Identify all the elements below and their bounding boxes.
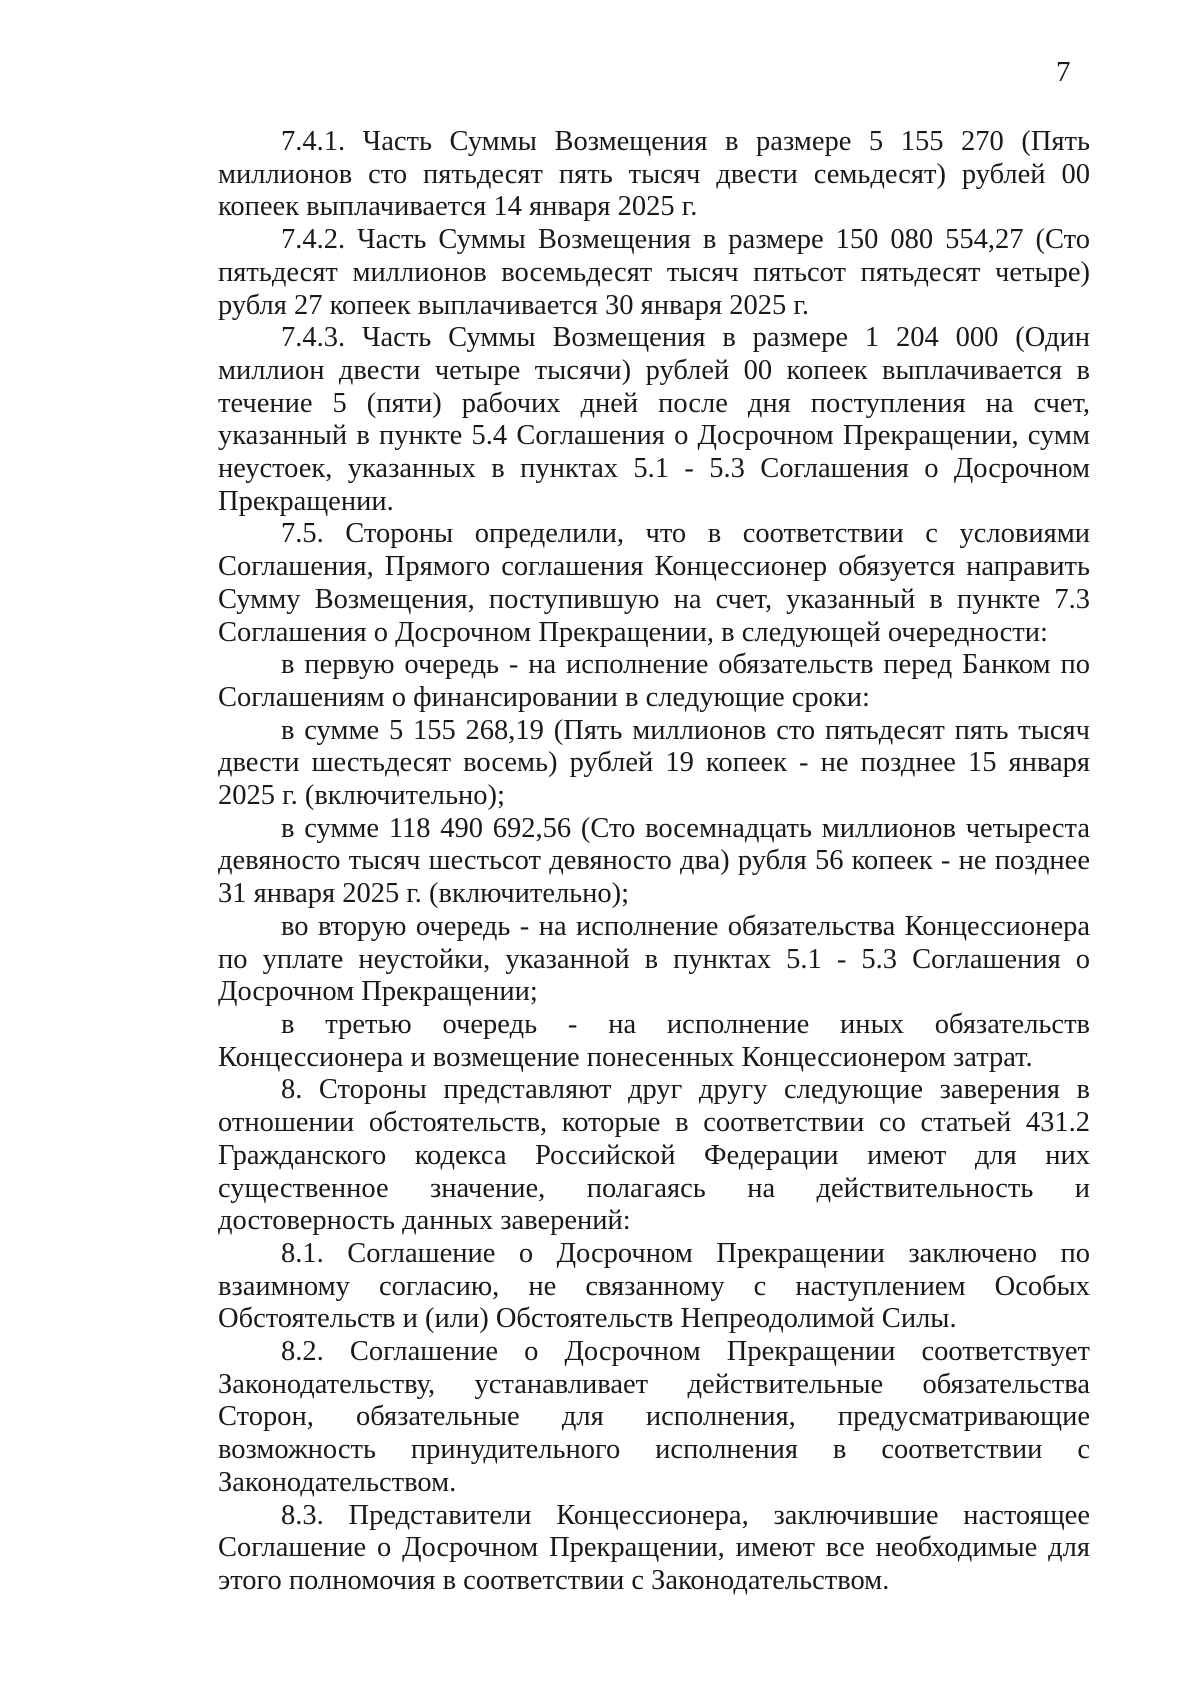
clause-8-1: 8.1. Соглашение о Досрочном Прекращении заключено по взаимному согласию, не связанному с наступлением Особых Обстоятельств и (или) Обстоятельств Непреодолимой Силы. [218, 1237, 1090, 1335]
clause-7-4-2: 7.4.2. Часть Суммы Возмещения в размере 150 080 554,27 (Сто пятьдесят миллионов восемьдесят тысяч пятьсот пятьдесят четыре) рубля 27 копеек выплачивается 30 января 2025 г. [218, 224, 1090, 321]
clause-7-4-1: 7.4.1. Часть Суммы Возмещения в размере 5 155 270 (Пять миллионов сто пятьдесят пять тысяч двести семьдесят) рублей 00 копеек выплачивается 14 января 2025 г. [218, 126, 1090, 223]
payment-item-1: в сумме 5 155 268,19 (Пять миллионов сто пятьдесят пять тысяч двести шестьдесят восемь) рублей 19 копеек - не позднее 15 января 2025 г. (включительно); [218, 714, 1090, 812]
clause-7-5: 7.5. Стороны определили, что в соответствии с условиями Соглашения, Прямого соглашения Концессионер обязуется направить Сумму Возмещения, поступившую на счет, указанный в пункте 7.3 Соглашения о Досрочном Прекращении, в следующей очередности: [218, 518, 1090, 648]
clause-8-3: 8.3. Представители Концессионера, заключившие настоящее Соглашение о Досрочном Прекращении, имеют все необходимые для этого полномочия в соответствии с Законодательством. [218, 1499, 1090, 1596]
clause-7-4-3: 7.4.3. Часть Суммы Возмещения в размере 1 204 000 (Один миллион двести четыре тысячи) рублей 00 копеек выплачивается в течение 5 (пяти) рабочих дней после дня поступления на счет, указанный в пункте 5.4 Соглашения о Досрочном Прекращении, сумм неустоек, указанных в пунктах 5.1 - 5.3 Соглашения о Досрочном Прекращении. [218, 322, 1090, 517]
payment-item-2: в сумме 118 490 692,56 (Сто восемнадцать миллионов четыреста девяносто тысяч шестьсот девяносто два) рубля 56 копеек - не позднее 31 января 2025 г. (включительно); [218, 812, 1090, 910]
clause-8: 8. Стороны представляют друг другу следующие заверения в отношении обстоятельств, которые в соответствии со статьей 431.2 Гражданского кодекса Российской Федерации имеют для них существенное значение, полагаясь на действительность и достоверность данных заверений: [218, 1074, 1090, 1237]
priority-first: в первую очередь - на исполнение обязательств перед Банком по Соглашениям о финансировании в следующие сроки: [218, 649, 1090, 713]
page-number: 7 [1056, 56, 1071, 88]
priority-third: в третью очередь - на исполнение иных обязательств Концессионера и возмещение понесенных Концессионером затрат. [218, 1008, 1090, 1073]
clause-8-2: 8.2. Соглашение о Досрочном Прекращении соответствует Законодательству, устанавливает действительные обязательства Сторон, обязательные для исполнения, предусматривающие возможность принудительного исполнения в соответствии с Законодательством. [218, 1336, 1090, 1498]
priority-second: во вторую очередь - на исполнение обязательства Концессионера по уплате неустойки, указанной в пунктах 5.1 - 5.3 Соглашения о Досрочном Прекращении; [218, 910, 1090, 1008]
document-body [218, 126, 1090, 1598]
